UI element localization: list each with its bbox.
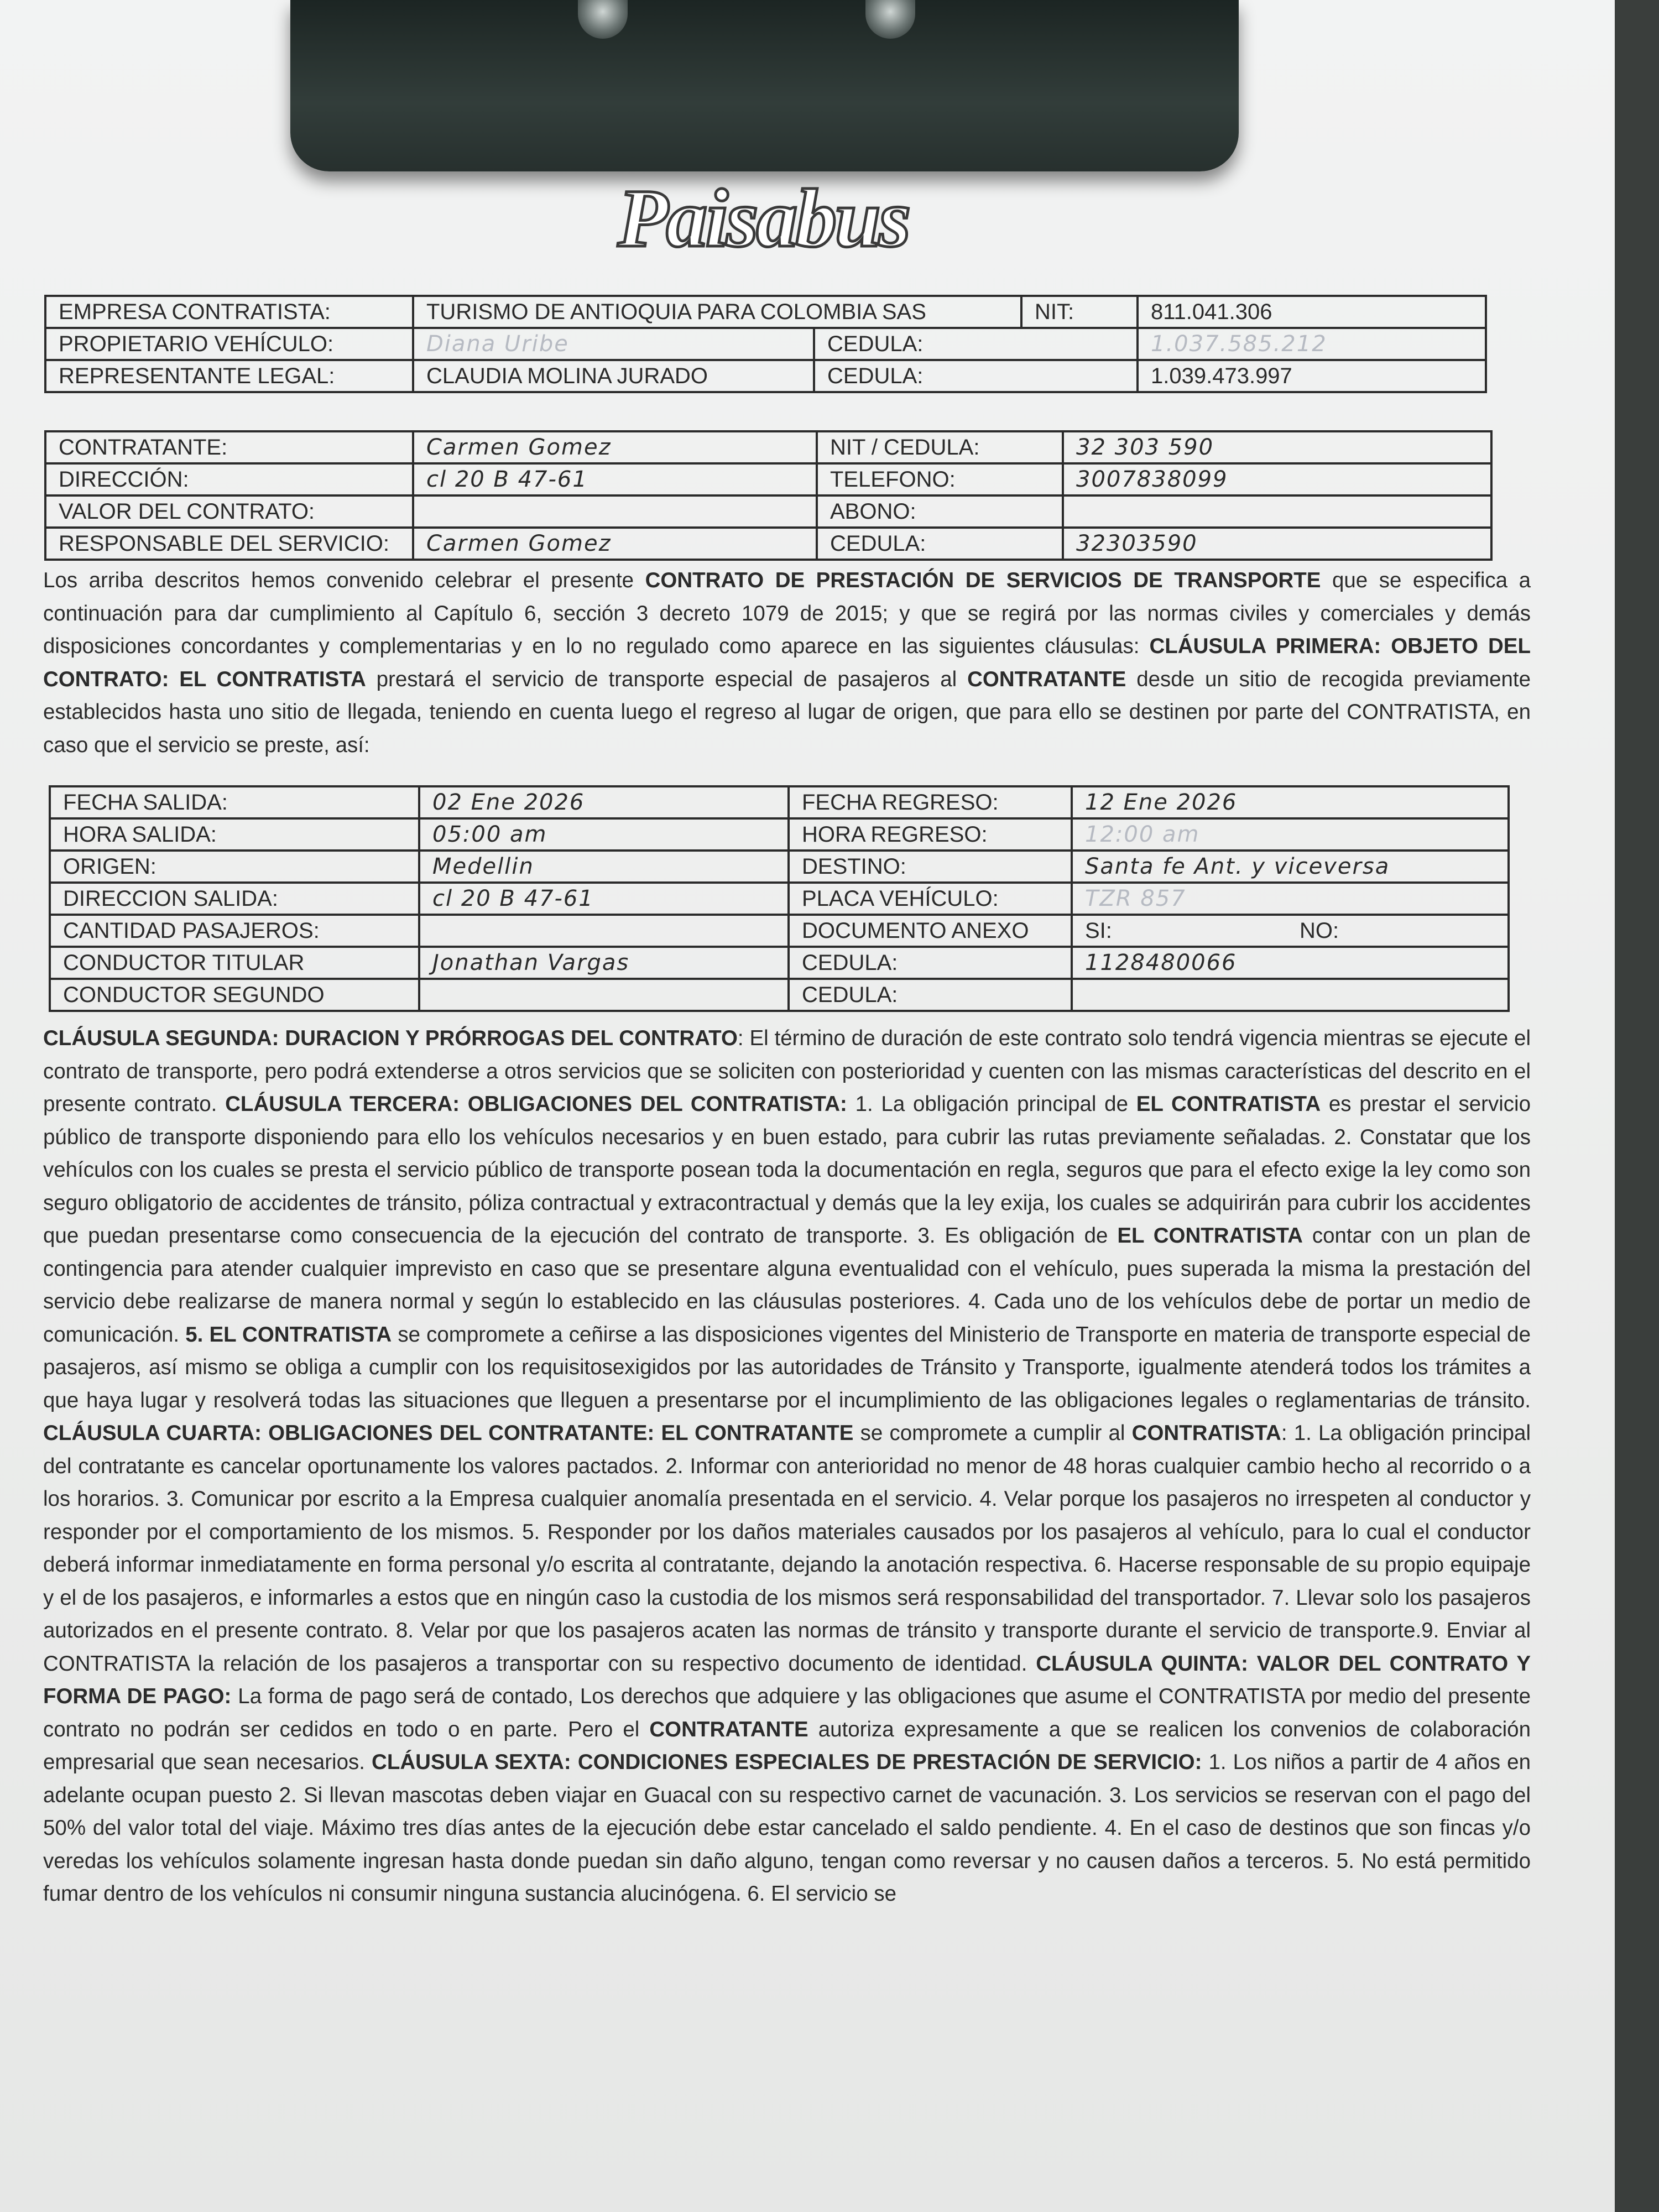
cedula-label: CEDULA:	[814, 360, 1138, 392]
clause-text: : El término de duración de este contrato solo tendrá vigencia mientras se ejecute el contrato de transporte, pero podrá extenderse a otros servicios que se soliciten con posterioridad y cuenten con las mismas características del descrito en el presente contrato.	[43, 1026, 1531, 1116]
table-row	[50, 915, 1509, 947]
hora-salida-label: HORA SALIDA:	[50, 818, 419, 851]
nit-value: 811.041.306	[1138, 296, 1486, 328]
conductor-titular-value: Jonathan Vargas	[419, 947, 789, 979]
clause-text: : 1. La obligación principal del contratante es cancelar oportunamente los valores pactados. 2. Informar con anterioridad no menor de 48 horas cualquier cambio hecho al recorrido o a los horarios. 3. Comunicar por escrito a la Empresa cualquier anomalía presentada en el servicio. 4. Velar porque los pasajeros no irrespeten al conductor y responder por el comportamiento de los mismos. 5. Responder por los daños materiales causados por los pasajeros al vehículo, para lo cual el conductor deberá informar inmediatamente en forma personal y/o escrita al contratante, dejando la anotación respectiva. 6. Hacerse responsable de su propio equipaje y el de los pasajeros, e informarles a estos que en ningún caso la custodia de los mismos será responsabilidad del transportador. 7. Llevar solo los pasajeros autorizados en el presente contrato. 8. Velar por que los pasajeros acaten las normas de tránsito y transporte durante el servicio de transporte.9. Enviar al CONTRATISTA la relación de los pasajeros a transportar con su respectivo documento de identidad.	[43, 1421, 1531, 1676]
origen-label: ORIGEN:	[50, 851, 419, 883]
company-logo: Paisabus	[617, 173, 909, 264]
table-row	[45, 495, 1491, 528]
cedula-value: 32303590	[1063, 528, 1491, 560]
clause-bold: EL CONTRATISTA	[1136, 1092, 1321, 1116]
fecha-salida-label: FECHA SALIDA:	[50, 786, 419, 818]
contratante-value: Carmen Gomez	[413, 431, 817, 463]
table-row	[45, 431, 1491, 463]
intro-paragraph	[43, 564, 1531, 761]
cedula-value: 1.037.585.212	[1138, 328, 1486, 360]
clause-title: CLÁUSULA TERCERA: OBLIGACIONES DEL CONTRATISTA:	[225, 1092, 847, 1116]
si-label: SI:	[1072, 915, 1287, 947]
clause-text: contar con un plan de contingencia para atender cualquier imprevisto en caso que se presentare alguna eventualidad con el vehículo, pues superada la misma la prestación del servicio debe realizarse de manera normal y según lo establecido en las cláusulas posteriores. 4. Cada uno de los vehículos debe de portar un medio de comunicación.	[43, 1224, 1531, 1347]
fecha-regreso-label: FECHA REGRESO:	[789, 786, 1072, 818]
table-row	[45, 528, 1491, 560]
intro-bold: CONTRATANTE	[967, 667, 1126, 691]
company-table	[44, 295, 1487, 393]
propietario-label: PROPIETARIO VEHÍCULO:	[45, 328, 413, 360]
cedula-value	[1072, 979, 1509, 1011]
abono-label: ABONO:	[817, 495, 1063, 528]
cedula-label: CEDULA:	[789, 947, 1072, 979]
clause-text: 1. La obligación principal de	[847, 1092, 1136, 1116]
clause-text: autoriza expresamente a que se realicen los convenios de colaboración empresarial que sean necesarios.	[43, 1717, 1531, 1774]
valor-value	[413, 495, 817, 528]
direccion-salida-value: cl 20 B 47-61	[419, 883, 789, 915]
cantidad-value	[419, 915, 789, 947]
telefono-value: 3007838099	[1063, 463, 1491, 495]
clause-text: La forma de pago será de contado, Los derechos que adquiere y las obligaciones que asume el CONTRATISTA por medio del presente contrato no podrán ser cedidos en todo o en parte. Pero el	[43, 1684, 1531, 1741]
table-row	[45, 296, 1486, 328]
clause-bold: EL CONTRATISTA	[1117, 1224, 1303, 1248]
clause-title: CLÁUSULA SEXTA: CONDICIONES ESPECIALES DE PRESTACIÓN DE SERVICIO:	[372, 1750, 1202, 1774]
intro-text: Los arriba descritos hemos convenido celebrar el presente	[43, 568, 645, 592]
conductor-segundo-value	[419, 979, 789, 1011]
direccion-value: cl 20 B 47-61	[413, 463, 817, 495]
clause-bold: CONTRATANTE	[649, 1717, 808, 1741]
cantidad-label: CANTIDAD PASAJEROS:	[50, 915, 419, 947]
cedula-label: CEDULA:	[789, 979, 1072, 1011]
hora-regreso-label: HORA REGRESO:	[789, 818, 1072, 851]
intro-text: que se especifica a continuación para dar cumplimiento al Capítulo 6, sección 3 decreto 1079 de 2015; y que se regirá por las normas civiles y comerciales y demás disposiciones concordantes y complementarias y en lo no regulado como aparece en las siguientes cláusulas:	[43, 568, 1531, 658]
clause-bold: 5. EL CONTRATISTA	[185, 1322, 392, 1347]
no-label: NO:	[1287, 915, 1509, 947]
table-row	[50, 786, 1509, 818]
empresa-label: EMPRESA CONTRATISTA:	[45, 296, 413, 328]
clause-text: se compromete a ceñirse a las disposiciones vigentes del Ministerio de Transporte en materia de transporte especial de pasajeros, así mismo se obliga a cumplir con los requisitosexigidos por las autoridades de Tránsito y Transporte, igualmente atenderá todos los trámites a que haya lugar y resolverá todas las situaciones que lleguen a presentarse por el incumplimiento de las obligaciones legales o reglamentarias de tránsito.	[43, 1322, 1531, 1412]
conductor-titular-label: CONDUCTOR TITULAR	[50, 947, 419, 979]
documento-label: DOCUMENTO ANEXO	[789, 915, 1072, 947]
table-row	[50, 979, 1509, 1011]
direccion-salida-label: DIRECCION SALIDA:	[50, 883, 419, 915]
clause-bold: CONTRATISTA	[1131, 1421, 1281, 1445]
empresa-value: TURISMO DE ANTIOQUIA PARA COLOMBIA SAS	[413, 296, 1021, 328]
table-row	[45, 328, 1486, 360]
representante-value: CLAUDIA MOLINA JURADO	[413, 360, 814, 392]
clause-title: CLÁUSULA CUARTA: OBLIGACIONES DEL CONTRATANTE: EL CONTRATANTE	[43, 1421, 854, 1445]
responsable-value: Carmen Gomez	[413, 528, 817, 560]
propietario-value: Diana Uribe	[413, 328, 814, 360]
responsable-label: RESPONSABLE DEL SERVICIO:	[45, 528, 413, 560]
placa-value: TZR 857	[1072, 883, 1509, 915]
intro-text: prestará el servicio de transporte especial de pasajeros al	[366, 667, 968, 691]
destino-label: DESTINO:	[789, 851, 1072, 883]
cedula-value: 1128480066	[1072, 947, 1509, 979]
contratante-label: CONTRATANTE:	[45, 431, 413, 463]
fecha-regreso-value: 12 Ene 2026	[1072, 786, 1509, 818]
cedula-label: CEDULA:	[817, 528, 1063, 560]
hora-regreso-value: 12:00 am	[1072, 818, 1509, 851]
table-row	[50, 947, 1509, 979]
clause-title: CLÁUSULA QUINTA: VALOR DEL CONTRATO Y FORMA DE PAGO:	[43, 1651, 1531, 1708]
clause-title: CLÁUSULA SEGUNDA: DURACION Y PRÓRROGAS DEL CONTRATO	[43, 1026, 738, 1050]
clause-title: CLÁUSULA PRIMERA: OBJETO DEL CONTRATO: EL CONTRATISTA	[43, 634, 1531, 691]
direccion-label: DIRECCIÓN:	[45, 463, 413, 495]
cedula-value: 1.039.473.997	[1138, 360, 1486, 392]
conductor-segundo-label: CONDUCTOR SEGUNDO	[50, 979, 419, 1011]
rivet-icon	[578, 0, 628, 39]
telefono-label: TELEFONO:	[817, 463, 1063, 495]
nit-cedula-label: NIT / CEDULA:	[817, 431, 1063, 463]
clause-text: es prestar el servicio público de transporte disponiendo para ello los vehículos necesarios y en buen estado, para cubrir las rutas previamente señaladas. 2. Constatar que los vehículos con los cuales se presta el servicio público de transporte posean toda la documentación en regla, seguros que para el efecto exige la ley como son seguro obligatorio de accidentes de tránsito, póliza contractual y extracontractual y demás que la ley exija, los cuales se adquirirán para cubrir los accidentes que puedan presentarse como consecuencia de la ejecución del contrato de transporte. 3. Es obligación de	[43, 1092, 1531, 1248]
fecha-salida-value: 02 Ene 2026	[419, 786, 789, 818]
clause-text: se compromete a cumplir al	[853, 1421, 1132, 1445]
origen-value: Medellin	[419, 851, 789, 883]
table-row	[45, 360, 1486, 392]
client-table	[44, 430, 1493, 561]
valor-label: VALOR DEL CONTRATO:	[45, 495, 413, 528]
rivet-icon	[865, 0, 915, 39]
intro-text: desde un sitio de recogida previamente establecidos hasta uno sitio de llegada, teniendo en cuenta luego el regreso al lugar de origen, que para ello se destinen por parte del CONTRATISTA, en caso que el servicio se preste, así:	[43, 667, 1531, 757]
hora-salida-value: 05:00 am	[419, 818, 789, 851]
clipboard-clip	[290, 0, 1239, 171]
abono-value	[1063, 495, 1491, 528]
nit-cedula-value: 32 303 590	[1063, 431, 1491, 463]
table-row	[50, 883, 1509, 915]
representante-label: REPRESENTANTE LEGAL:	[45, 360, 413, 392]
clause-text: 1. Los niños a partir de 4 años en adelante ocupan puesto 2. Si llevan mascotas deben viajar en Guacal con su respectivo carnet de vacunación. 3. Los servicios se reservan con el pago del 50% del valor total del viaje. Máximo tres días antes de la ejecución debe estar cancelado el saldo pendiente. 4. En el caso de destinos que son fincas y/o veredas los vehículos solamente ingresan hasta donde puedan sin daño alguno, tengan como reversar y no causen daños a terceros. 5. No está permitido fumar dentro de los vehículos ni consumir ninguna sustancia alucinógena. 6. El servicio se	[43, 1750, 1531, 1906]
table-row	[45, 463, 1491, 495]
trip-table	[49, 785, 1510, 1012]
clauses-body	[43, 1022, 1531, 1911]
intro-bold: CONTRATO DE PRESTACIÓN DE SERVICIOS DE TRANSPORTE	[645, 568, 1321, 592]
destino-value: Santa fe Ant. y viceversa	[1072, 851, 1509, 883]
placa-label: PLACA VEHÍCULO:	[789, 883, 1072, 915]
nit-label: NIT:	[1021, 296, 1138, 328]
table-row	[50, 851, 1509, 883]
table-row	[50, 818, 1509, 851]
cedula-label: CEDULA:	[814, 328, 1138, 360]
